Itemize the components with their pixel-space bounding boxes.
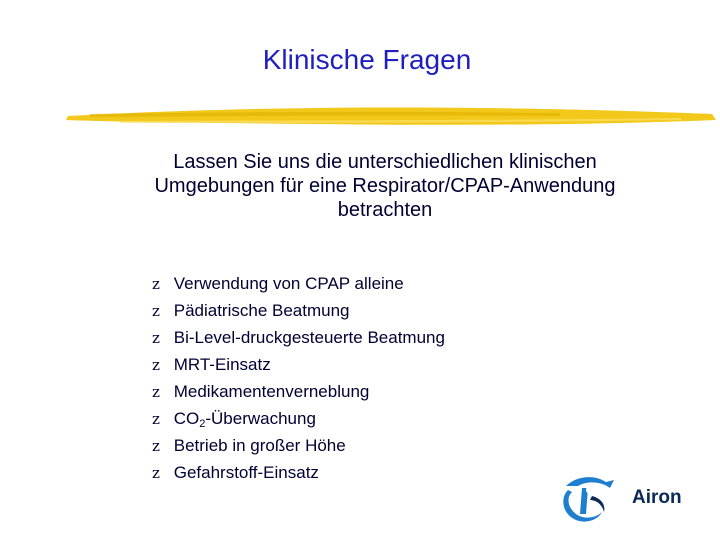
bullet-glyph: z (152, 437, 160, 455)
slide-title: Klinische Fragen (262, 44, 472, 75)
bullet-glyph: z (152, 275, 160, 293)
bullet-glyph: z (152, 410, 160, 428)
co2-suffix: -Überwachung (205, 409, 316, 428)
title-underline-brushstroke (60, 100, 720, 132)
bullet-glyph: z (152, 356, 160, 374)
bullet-item (152, 297, 445, 324)
bullet-item (152, 459, 445, 486)
intro-paragraph: Lassen Sie uns die unterschiedlichen klinischen Umgebungen für eine Respirator/CPAP-Anwendung betrachten (154, 151, 616, 221)
bullet-list (152, 270, 445, 486)
bullet-item (152, 324, 445, 351)
bullet-text: Medikamentenverneblung (173, 382, 370, 401)
bullet-glyph: z (152, 383, 160, 401)
bullet-glyph: z (152, 329, 160, 347)
bullet-text: Bi-Level-druckgesteuerte Beatmung (173, 328, 445, 347)
bullet-glyph: z (152, 464, 160, 482)
bullet-item (152, 378, 445, 405)
bullet-text: Betrieb in großer Höhe (173, 436, 346, 455)
airon-logo (552, 468, 712, 530)
bullet-item (152, 270, 445, 297)
bullet-item (152, 405, 445, 432)
bullet-text: Gefahrstoff-Einsatz (173, 463, 319, 482)
bullet-text: Verwendung von CPAP alleine (173, 274, 404, 293)
bullet-glyph: z (152, 302, 160, 320)
airon-logo-text: Airon (632, 487, 682, 508)
bullet-text: Pädiatrische Beatmung (173, 301, 350, 320)
co2-prefix: CO (173, 409, 200, 428)
bullet-item (152, 351, 445, 378)
bullet-text-co2 (174, 409, 316, 428)
bullet-item (152, 432, 445, 459)
bullet-text: MRT-Einsatz (173, 355, 271, 374)
co2-subscript: 2 (199, 418, 206, 430)
airon-swirl-logo-icon (552, 468, 622, 530)
